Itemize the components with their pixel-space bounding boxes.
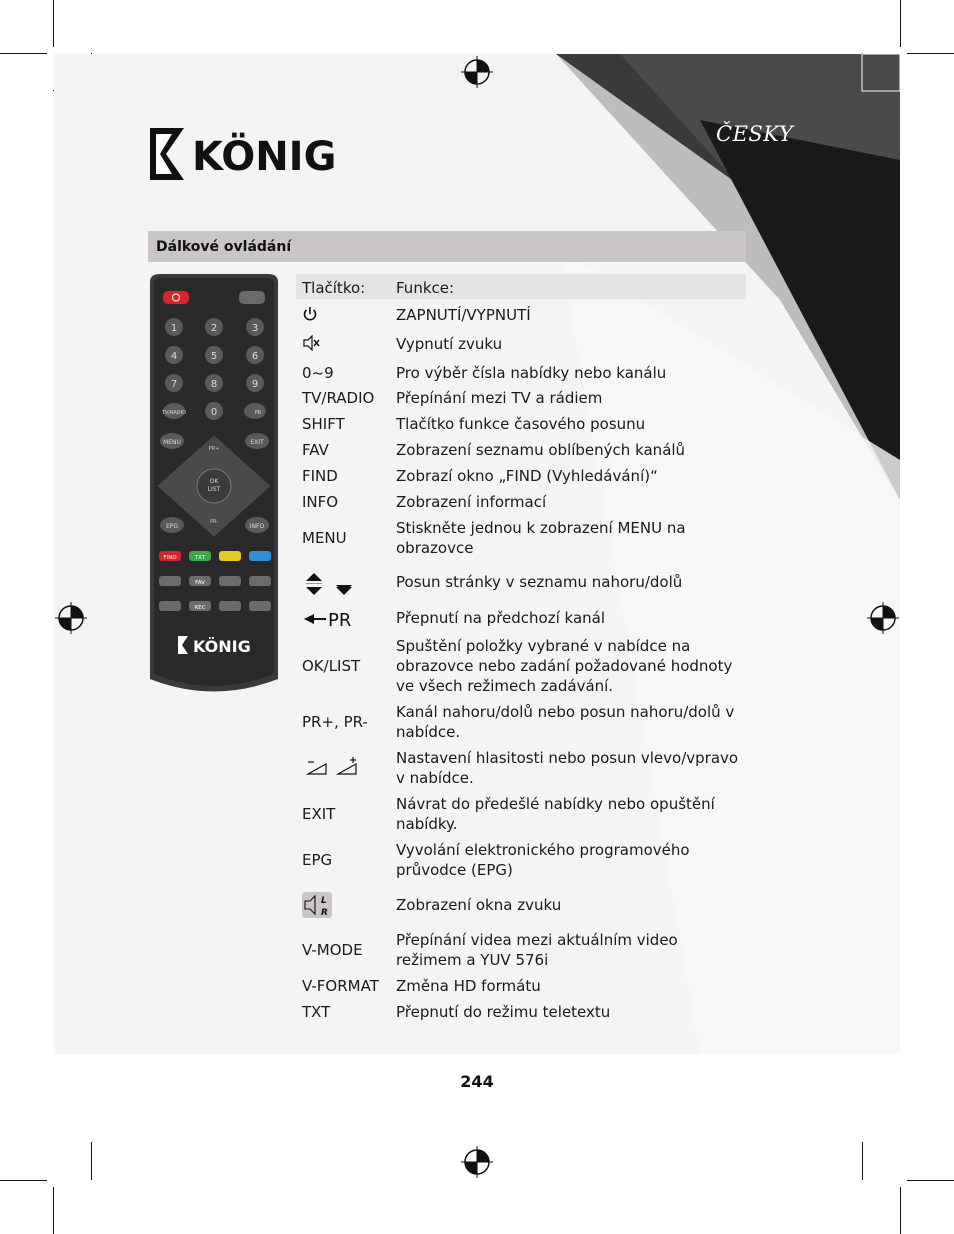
svg-text:L: L — [321, 896, 327, 906]
fav-button[interactable]: FAV — [195, 580, 205, 586]
epg-button[interactable]: EPG — [165, 523, 179, 530]
row-key: TV/RADIO — [302, 389, 375, 407]
section-title: Dálkové ovládání — [156, 239, 292, 255]
digit-1-button[interactable]: 1 — [170, 323, 178, 334]
row-value: Návrat do předešlé nabídky nebo opuštění nabídky. — [396, 795, 715, 833]
row-value: Vypnutí zvuku — [396, 335, 503, 353]
row-key: PR+, PR- — [302, 713, 368, 731]
row-value: Vyvolání elektronického programového průvodce (EPG) — [396, 841, 690, 879]
digit-3-button[interactable]: 3 — [251, 323, 259, 334]
pr-minus-button[interactable]: PR- — [209, 519, 219, 525]
remote-control-image — [146, 274, 282, 696]
row-key: FAV — [302, 441, 329, 459]
registration-mark-icon — [867, 602, 899, 634]
registration-mark-icon — [461, 1146, 493, 1178]
power-button[interactable] — [163, 291, 189, 304]
row-value: Spuštění položky vybrané v nabídce na obrazovce nebo zadání požadované hodnoty ve všech režimech zadávání. — [396, 637, 733, 695]
page-number: 244 — [460, 1072, 494, 1091]
menu-button[interactable]: MENU — [163, 439, 181, 446]
row-key: V-FORMAT — [302, 977, 379, 995]
row-key: 0~9 — [302, 364, 334, 382]
row-key: EPG — [302, 851, 333, 869]
row-key: MENU — [302, 529, 347, 547]
row-key: FIND — [302, 467, 338, 485]
row-value: Tlačítko funkce časového posunu — [396, 415, 646, 433]
yellow-button[interactable] — [219, 551, 241, 561]
row-value: Zobrazení seznamu oblíbených kanálů — [396, 441, 686, 459]
row-value: Změna HD formátu — [396, 977, 541, 995]
row-value: Přepnutí na předchozí kanál — [396, 609, 605, 627]
digit-9-button[interactable]: 9 — [251, 379, 259, 390]
language-label: ČESKY — [716, 122, 794, 146]
rec-button[interactable]: REC — [194, 605, 206, 611]
recall-pr-icon — [302, 609, 364, 629]
digit-4-button[interactable]: 4 — [170, 351, 178, 362]
section-header — [148, 231, 746, 262]
digit-6-button[interactable]: 6 — [251, 351, 259, 362]
digit-7-button[interactable]: 7 — [170, 379, 178, 390]
registration-mark-icon — [461, 56, 493, 88]
svg-text:R: R — [321, 908, 328, 918]
row-key: TXT — [302, 1003, 331, 1021]
logo-wordmark: KÖNIG — [192, 134, 337, 180]
konig-logo — [148, 126, 358, 182]
registration-mark-icon — [55, 602, 87, 634]
row-value: Přepínání mezi TV a rádiem — [396, 389, 603, 407]
row-value: Přepnutí do režimu teletextu — [396, 1003, 611, 1021]
row-key: EXIT — [302, 805, 336, 823]
row-value: Přepínání videa mezi aktuálním video režimem a YUV 576i — [396, 931, 678, 969]
list-label: LIST — [207, 486, 221, 493]
row-value: ZAPNUTÍ/VYPNUTÍ — [396, 306, 531, 324]
audio-lr-icon — [302, 892, 332, 918]
row-value: Zobrazí okno „FIND (Vyhledávání)“ — [396, 467, 658, 485]
ok-label: OK — [209, 478, 219, 485]
row-key: V-MODE — [302, 941, 363, 959]
row-value: Zobrazení okna zvuku — [396, 896, 562, 914]
row-value: Pro výběr čísla nabídky nebo kanálu — [396, 364, 667, 382]
row-key: INFO — [302, 493, 339, 511]
row-value: Nastavení hlasitosti nebo posun vlevo/vpravo v nabídce. — [396, 749, 739, 787]
mute-icon — [302, 335, 320, 351]
exit-button[interactable]: EXIT — [250, 439, 264, 446]
power-icon — [302, 306, 318, 322]
tvradio-button[interactable]: TV/RADIO — [161, 410, 187, 416]
txt-button[interactable]: TXT — [194, 555, 206, 561]
digit-5-button[interactable]: 5 — [210, 351, 218, 362]
digit-0-button[interactable]: 0 — [210, 407, 218, 418]
recall-button[interactable]: PR — [254, 410, 262, 416]
row-key: OK/LIST — [302, 657, 361, 675]
remote-brand: KÖNIG — [193, 637, 251, 656]
col-button-header: Tlačítko: — [302, 279, 366, 297]
row-key: SHIFT — [302, 415, 345, 433]
row-value: Posun stránky v seznamu nahoru/dolů — [396, 573, 683, 591]
col-function-header: Funkce: — [396, 279, 455, 297]
svg-text:PR: PR — [328, 610, 352, 629]
audio-button[interactable] — [249, 551, 271, 561]
row-value: Kanál nahoru/dolů nebo posun nahoru/dolů v nabídce. — [396, 703, 735, 741]
row-value: Zobrazení informací — [396, 493, 547, 511]
mute-button[interactable] — [239, 291, 265, 304]
row-value: Stiskněte jednou k zobrazení MENU na obrazovce — [396, 519, 686, 557]
page-up-down-icon — [302, 572, 358, 596]
digit-2-button[interactable]: 2 — [210, 323, 218, 334]
info-button[interactable]: INFO — [249, 523, 265, 530]
digit-8-button[interactable]: 8 — [210, 379, 218, 390]
volume-icon — [302, 756, 362, 778]
find-button[interactable]: FIND — [163, 555, 177, 561]
pr-plus-button[interactable]: PR+ — [208, 446, 220, 452]
